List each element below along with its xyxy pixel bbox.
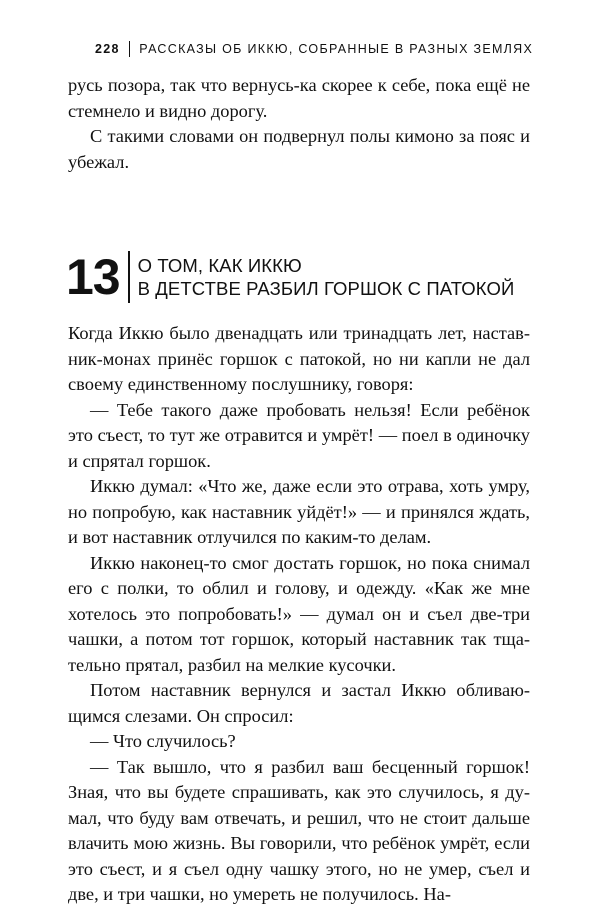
paragraph: — Тебе такого даже пробовать нельзя! Если ребёнок это съест, то тут же отравится и умрёт! — поел в одиночку и спрятал горшок. — [68, 399, 530, 471]
paragraph: Когда Иккю было двенадцать или тринадцать лет, наставник-монах принёс горшок с патокой, но ни капли не дал своему единственному послушнику, говоря: — [68, 323, 530, 394]
chapter-body — [68, 321, 530, 908]
chapter-number: 13 — [66, 249, 120, 305]
chapter-title — [138, 254, 515, 300]
page-number: 228 — [95, 42, 120, 56]
paragraph: С такими словами он подвернул полы кимоно за пояс и убежал. — [68, 126, 530, 172]
paragraph: Потом наставник вернулся и застал Иккю обливающимся слезами. Он спросил: — [68, 680, 530, 726]
header-divider — [129, 41, 131, 57]
paragraph: Иккю наконец-то смог достать горшок, но пока снимал его с полки, то облил и голову, и одежду. «Как же мне хотелось это попробовать!» — думал он и съел две-три чашки, а потом тот горшок, который наставник так тщательно прятал, разбил на мелкие кусочки. — [68, 552, 530, 675]
paragraph: — Что случилось? — [90, 731, 236, 751]
running-header — [95, 39, 535, 59]
previous-story-ending — [68, 73, 530, 175]
chapter-title-line: О ТОМ, КАК ИККЮ — [137, 255, 302, 276]
chapter-title-line: В ДЕТСТВЕ РАЗБИЛ ГОРШОК С ПАТОКОЙ — [137, 278, 515, 299]
paragraph: Иккю думал: «Что же, даже если это отрава, хоть умру, но попробую, как наставник уйдёт!» — и принялся ждать, и вот наставник отлучился по каким-то делам. — [68, 476, 530, 547]
paragraph: русь позора, так что вернусь-ка скорее к себе, пока ещё не стемнело и видно дорогу. — [68, 75, 530, 121]
book-title: РАССКАЗЫ ОБ ИККЮ, СОБРАННЫЕ В РАЗНЫХ ЗЕМЛЯХ — [139, 42, 534, 56]
paragraph: — Так вышло, что я разбил ваш бесценный горшок! Зная, что вы будете спрашивать, как это случилось, я думал, что буду вам отвечать, и решил, что не стоит дальше влачить мою жизнь. Вы говорили, что ребёнок умрёт, если это съест, и я съел одну чашку этого, но не умер, съел и две, и три чашки, но умереть не получилось. На- — [68, 756, 530, 904]
chapter-heading — [66, 249, 514, 305]
chapter-divider — [128, 251, 130, 303]
